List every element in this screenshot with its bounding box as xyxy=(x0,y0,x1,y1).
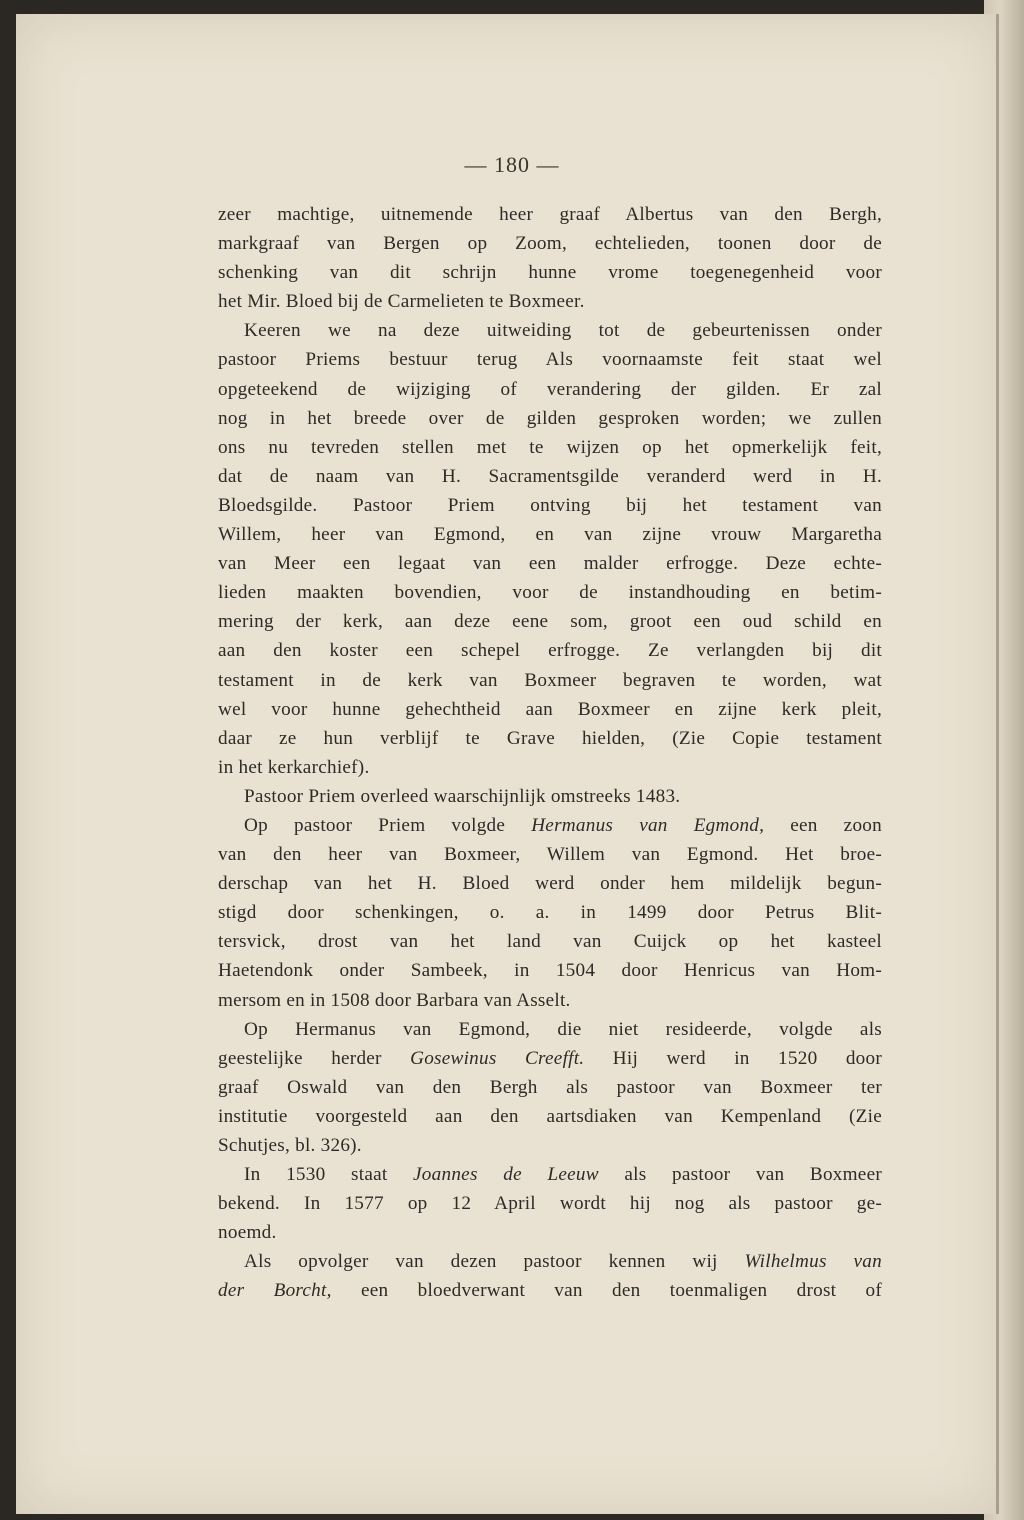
text-line: pastoor Priems bestuur terug Als voornaamste feit staat wel xyxy=(218,349,882,371)
text-line: zeer machtige, uitnemende heer graaf Albertus van den Bergh, xyxy=(218,204,882,225)
text-line: Bloedsgilde. Pastoor Priem ontving bij het testament van xyxy=(218,494,882,516)
text-line: mering der kerk, aan deze eene som, groot een oud schild en xyxy=(218,611,882,633)
text-line: het Mir. Bloed bij de Carmelieten te Boxmeer. xyxy=(218,291,585,313)
text-fragment: als pastoor van Boxmeer xyxy=(598,1164,882,1186)
text-line: Keeren we na deze uitweiding tot de gebeurtenissen onder xyxy=(244,320,882,342)
person-name: der Borcht, xyxy=(218,1280,332,1302)
text-line xyxy=(218,1276,882,1305)
text-fragment: een bloedverwant van den toenmaligen drost of xyxy=(331,1280,882,1302)
text-line: schenking van dit schrijn hunne vrome toegenegenheid voor xyxy=(218,262,882,284)
text-line: stigd door schenkingen, o. a. in 1499 door Petrus Blit- xyxy=(218,902,882,924)
body-text xyxy=(218,200,882,1306)
text-line: daar ze hun verblijf te Grave hielden, (Zie Copie testament xyxy=(218,727,882,749)
text-line: wel voor hunne gehechtheid aan Boxmeer en zijne kerk pleit, xyxy=(218,698,882,720)
text-fragment: Als opvolger van dezen pastoor kennen wij xyxy=(244,1251,745,1273)
text-line: opgeteekend de wijziging of verandering der gilden. Er zal xyxy=(218,378,882,400)
text-line: dat de naam van H. Sacramentsgilde veranderd werd in H. xyxy=(218,465,882,487)
person-name: Wilhelmus van xyxy=(744,1251,882,1273)
text-line xyxy=(218,1160,882,1189)
text-fragment: Op pastoor Priem volgde xyxy=(244,814,532,836)
text-line: Haetendonk onder Sambeek, in 1504 door Henricus van Hom- xyxy=(218,960,882,982)
text-line: van Meer een legaat van een malder erfrogge. Deze echte- xyxy=(218,553,882,575)
page-fold xyxy=(996,14,999,1514)
text-line: noemd. xyxy=(218,1222,277,1244)
text-line: institutie voorgesteld aan den aartsdiaken van Kempenland (Zie xyxy=(218,1105,882,1127)
text-line: markgraaf van Bergen op Zoom, echtelieden, toonen door de xyxy=(218,233,882,255)
page-number: — 180 — xyxy=(464,152,560,177)
text-line: aan den koster een schepel erfrogge. Ze verlangden bij dit xyxy=(218,640,882,662)
text-line: derschap van het H. Bloed werd onder hem mildelijk begun- xyxy=(218,873,882,895)
person-name: Hermanus van Egmond, xyxy=(531,814,765,836)
text-line xyxy=(218,811,882,840)
text-line: Schutjes, bl. 326). xyxy=(218,1135,362,1156)
text-line xyxy=(218,1247,882,1276)
text-line: ons nu tevreden stellen met te wijzen op het opmerkelijk feit, xyxy=(218,436,882,458)
text-line: Willem, heer van Egmond, en van zijne vrouw Margaretha xyxy=(218,524,882,546)
text-line xyxy=(218,1044,882,1073)
text-line: lieden maakten bovendien, voor de instandhouding en betim- xyxy=(218,582,882,604)
person-name: Joannes de Leeuw xyxy=(413,1164,599,1186)
text-line: graaf Oswald van den Bergh als pastoor van Boxmeer ter xyxy=(218,1076,882,1098)
text-line: van den heer van Boxmeer, Willem van Egmond. Het broe- xyxy=(218,844,882,866)
text-fragment: geestelijke herder xyxy=(218,1047,411,1069)
text-line: testament in de kerk van Boxmeer begraven te worden, wat xyxy=(218,669,882,691)
text-line: mersom en in 1508 door Barbara van Asselt. xyxy=(218,989,571,1011)
text-fragment: Hij werd in 1520 door xyxy=(584,1047,882,1069)
person-name: Gosewinus Creefft. xyxy=(410,1047,585,1069)
text-line: nog in het breede over de gilden gesproken worden; we zullen xyxy=(218,407,882,429)
text-line: in het kerkarchief). xyxy=(218,756,370,778)
text-fragment: een zoon xyxy=(764,814,882,836)
text-fragment: In 1530 staat xyxy=(244,1164,414,1186)
text-line: Op Hermanus van Egmond, die niet resideerde, volgde als xyxy=(244,1018,882,1040)
text-line: Pastoor Priem overleed waarschijnlijk omstreeks 1483. xyxy=(244,785,681,807)
text-line: bekend. In 1577 op 12 April wordt hij nog als pastoor ge- xyxy=(218,1193,882,1215)
text-line: tersvick, drost van het land van Cuijck op het kasteel xyxy=(218,931,882,953)
